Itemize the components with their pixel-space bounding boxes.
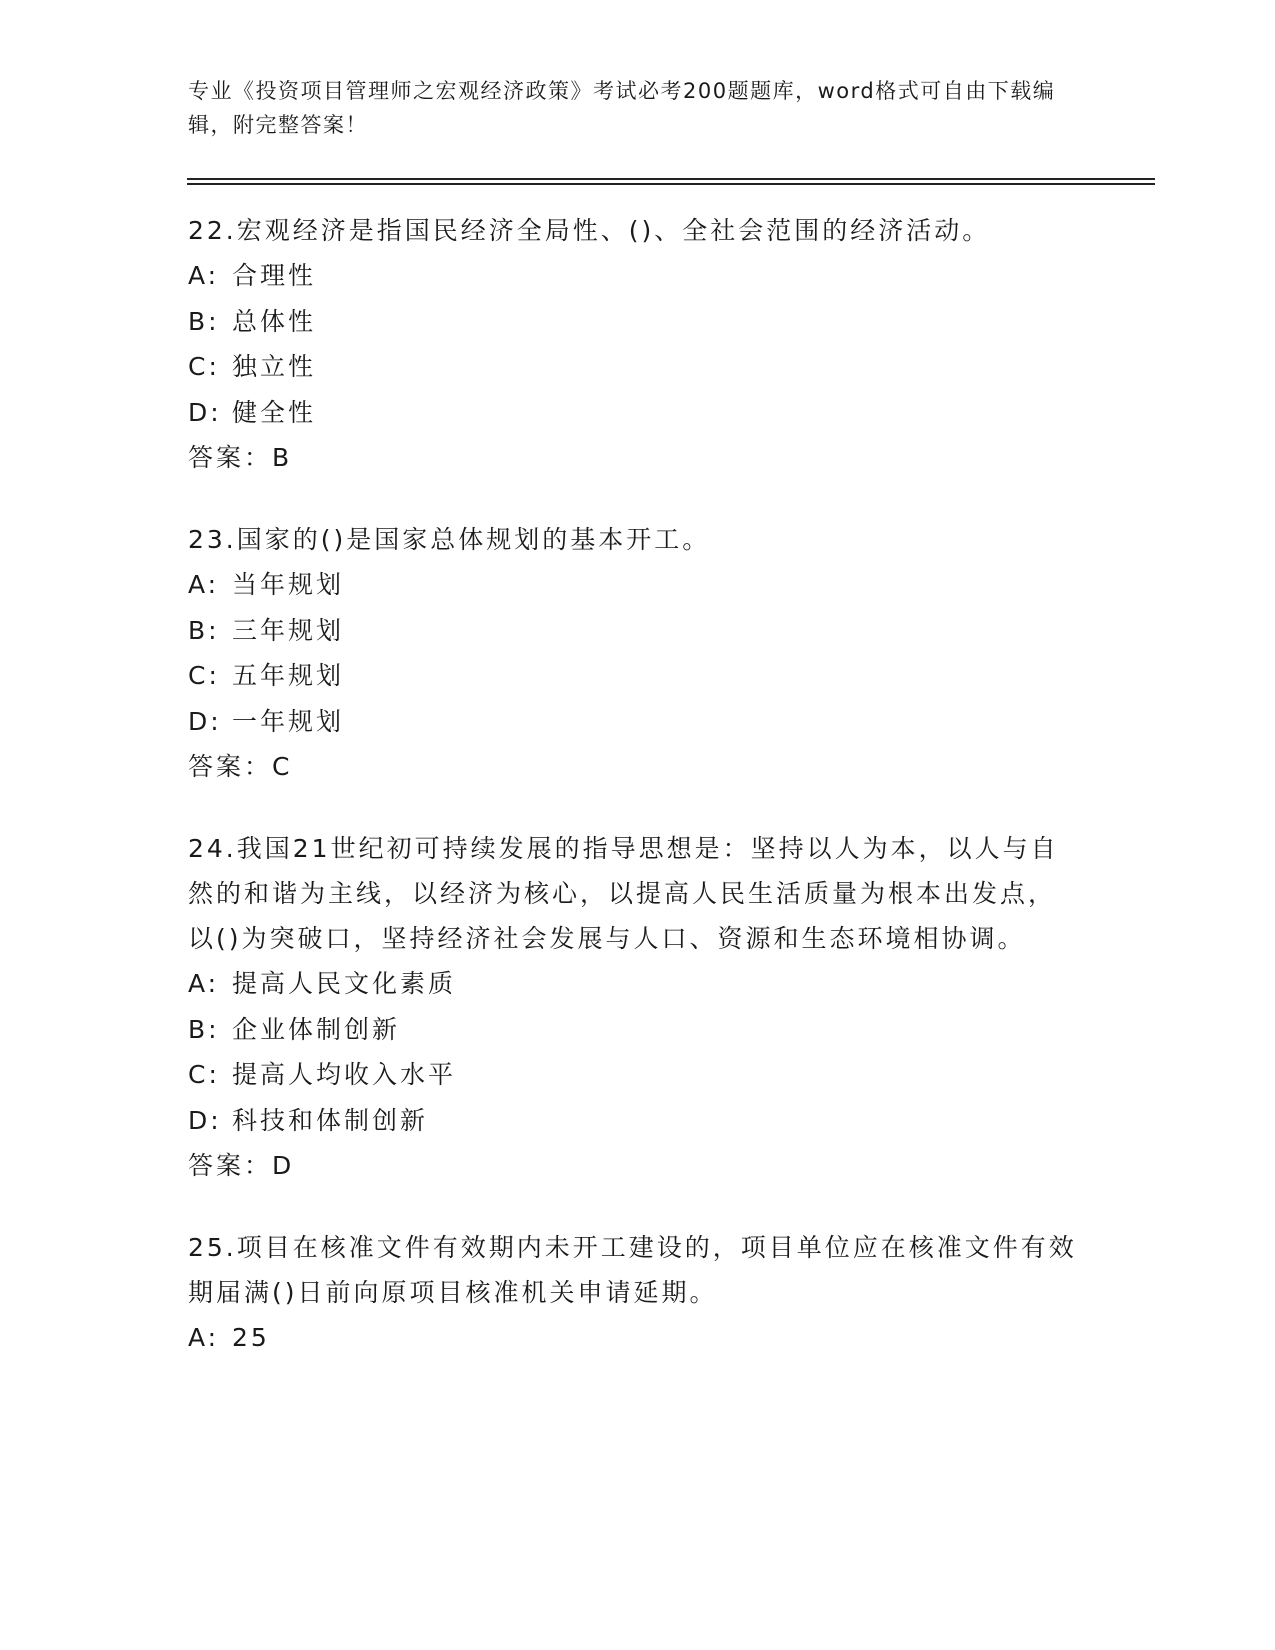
option-letter: C: (188, 661, 220, 690)
option-letter: A: (188, 969, 220, 998)
question-25 (188, 1225, 1078, 1361)
option-a (188, 253, 1078, 299)
option-text: 总体性 (232, 306, 317, 336)
answer-line: 答案：B (188, 443, 293, 472)
question-22 (188, 208, 1078, 480)
option-c (188, 653, 1078, 699)
option-letter: D: (188, 1105, 222, 1135)
option-text: 提高人均收入水平 (232, 1060, 457, 1089)
option-text: 一年规划 (232, 706, 345, 736)
option-c (188, 1052, 1078, 1098)
option-text: 当年规划 (232, 570, 345, 599)
option-letter: B: (188, 1014, 220, 1044)
option-a (188, 562, 1078, 608)
option-text: 提高人民文化素质 (232, 969, 457, 998)
option-text: 合理性 (232, 261, 317, 290)
option-c (188, 344, 1078, 390)
question-stem: 23.国家的()是国家总体规划的基本开工。 (188, 525, 711, 554)
header-divider-bottom (187, 183, 1155, 185)
document-intro: 专业《投资项目管理师之宏观经济政策》考试必考200题题库，word格式可自由下载编辑，附完整答案！ (188, 79, 1056, 137)
option-b (188, 608, 1078, 654)
header-divider-top (187, 178, 1155, 180)
question-stem: 24.我国21世纪初可持续发展的指导思想是：坚持以人为本，以人与自然的和谐为主线，以经济为核心，以提高人民生活质量为根本出发点，以()为突破口，坚持经济社会发展与人口、资源和生态环境相协调。 (188, 834, 1059, 953)
option-letter: D: (188, 706, 222, 736)
option-text: 独立性 (232, 352, 317, 381)
question-list (188, 208, 1078, 1398)
option-letter: A: (188, 570, 220, 599)
option-text: 25 (232, 1323, 270, 1352)
option-letter: A: (188, 261, 220, 290)
option-b (188, 1007, 1078, 1053)
option-text: 三年规划 (232, 615, 345, 645)
question-23 (188, 517, 1078, 789)
question-24 (188, 826, 1078, 1188)
option-b (188, 299, 1078, 345)
option-text: 科技和体制创新 (232, 1105, 429, 1135)
option-letter: D: (188, 397, 222, 427)
option-letter: C: (188, 352, 220, 381)
option-text: 健全性 (232, 397, 317, 427)
option-letter: B: (188, 306, 220, 336)
option-d (188, 1098, 1078, 1144)
answer-line: 答案：C (188, 752, 293, 781)
option-text: 企业体制创新 (232, 1014, 401, 1044)
question-stem: 25.项目在核准文件有效期内未开工建设的，项目单位应在核准文件有效期届满()日前向原项目核准机关申请延期。 (188, 1233, 1077, 1307)
option-letter: B: (188, 615, 220, 645)
option-letter: A: (188, 1323, 220, 1352)
option-text: 五年规划 (232, 661, 345, 690)
option-a (188, 1315, 1078, 1361)
answer-line: 答案：D (188, 1151, 295, 1180)
option-d (188, 699, 1078, 745)
question-stem: 22.宏观经济是指国民经济全局性、()、全社会范围的经济活动。 (188, 216, 991, 245)
option-a (188, 961, 1078, 1007)
option-d (188, 390, 1078, 436)
option-letter: C: (188, 1060, 220, 1089)
